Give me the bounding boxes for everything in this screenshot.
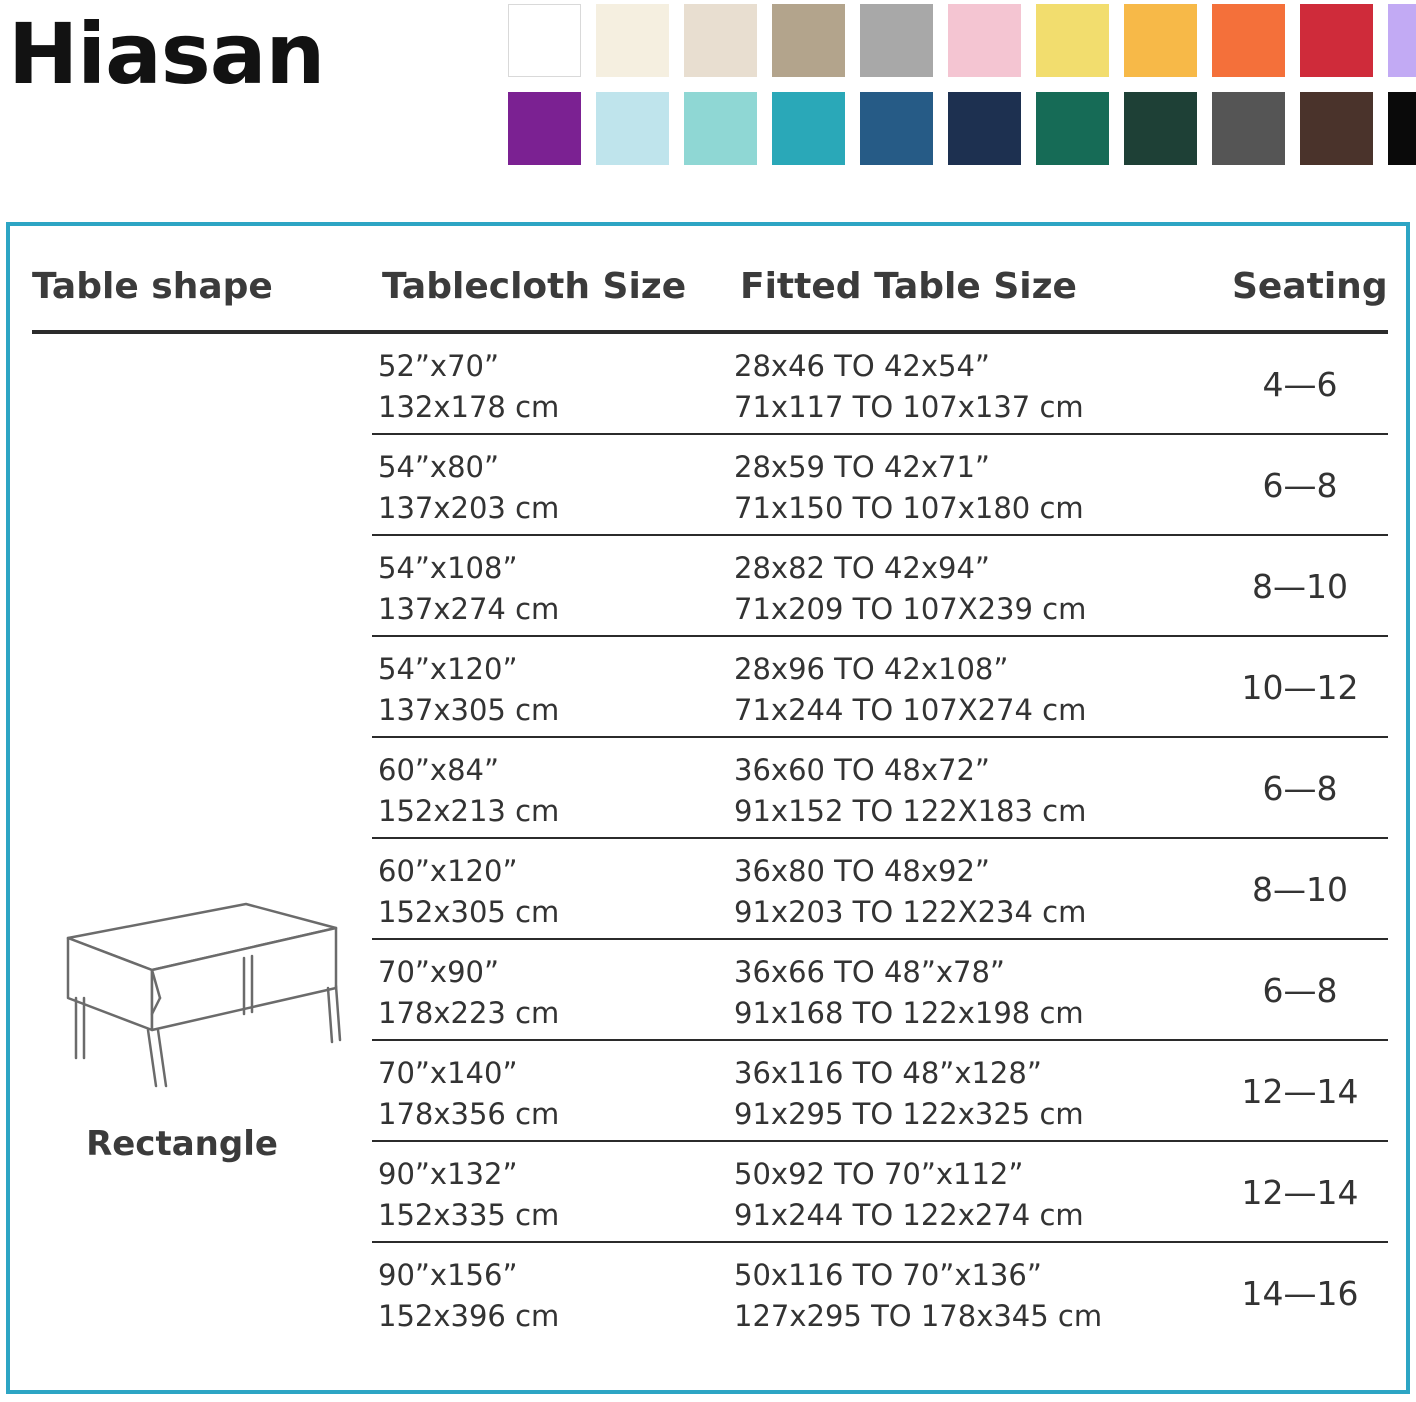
column-header-fitted-table-size: Fitted Table Size [740,266,1077,307]
fitted-size-cm: 91x168 TO 122x198 cm [734,996,1084,1031]
cell-tablecloth-size [378,1053,559,1135]
fitted-size-inches: 36x60 TO 48x72” [734,753,990,787]
tablecloth-size-cm: 178x356 cm [378,1097,560,1132]
color-swatch-aqua[interactable] [684,92,757,165]
fitted-size-cm: 71x150 TO 107x180 cm [734,491,1084,526]
color-swatch-gold[interactable] [1124,4,1197,77]
table-rows [372,334,1388,1344]
fitted-size-inches: 50x92 TO 70”x112” [734,1157,1024,1191]
header [0,0,1416,190]
color-swatch-ivory[interactable] [596,4,669,77]
cell-fitted-table-size [734,447,1084,529]
color-swatch-red[interactable] [1300,4,1373,77]
cell-tablecloth-size [378,548,559,630]
color-swatch-emerald[interactable] [1036,92,1109,165]
cell-fitted-table-size [734,750,1086,832]
cell-seating: 12—14 [1241,1072,1359,1111]
tablecloth-size-inches: 70”x140” [378,1056,518,1090]
column-header-seating: Seating [1232,266,1388,307]
fitted-size-inches: 28x96 TO 42x108” [734,652,1009,686]
color-swatch-row-2 [508,92,1416,165]
size-chart-table [10,226,1406,1390]
tablecloth-size-inches: 54”x120” [378,652,518,686]
tablecloth-size-cm: 152x213 cm [378,794,560,829]
color-swatch-teal[interactable] [772,92,845,165]
tablecloth-size-inches: 54”x108” [378,551,518,585]
table-shape-label: Rectangle [86,1124,278,1164]
color-swatch-purple[interactable] [508,92,581,165]
fitted-size-inches: 28x82 TO 42x94” [734,551,990,585]
column-header-table-shape: Table shape [32,266,273,307]
fitted-size-cm: 91x152 TO 122X183 cm [734,794,1087,829]
color-swatch-light-blue[interactable] [596,92,669,165]
tablecloth-size-inches: 90”x156” [378,1258,518,1292]
table-row [372,1243,1388,1344]
color-swatch-yellow[interactable] [1036,4,1109,77]
fitted-size-cm: 71x244 TO 107X274 cm [734,693,1087,728]
color-swatch-white[interactable] [508,4,581,77]
fitted-size-inches: 28x46 TO 42x54” [734,349,990,383]
tablecloth-size-cm: 137x305 cm [378,693,560,728]
fitted-size-cm: 91x295 TO 122x325 cm [734,1097,1084,1132]
color-swatch-navy[interactable] [948,92,1021,165]
tablecloth-size-inches: 70”x90” [378,955,500,989]
size-chart-panel [6,222,1410,1394]
cell-seating: 8—10 [1252,870,1348,909]
cell-tablecloth-size [378,649,559,731]
color-swatch-pink[interactable] [948,4,1021,77]
tablecloth-size-cm: 137x203 cm [378,491,560,526]
cell-tablecloth-size [378,346,559,428]
tablecloth-size-cm: 152x335 cm [378,1198,560,1233]
cell-seating: 4—6 [1262,365,1338,404]
cell-tablecloth-size [378,1255,559,1337]
cell-tablecloth-size [378,851,559,933]
column-header-tablecloth-size: Tablecloth Size [382,266,687,307]
fitted-size-cm: 91x244 TO 122x274 cm [734,1198,1084,1233]
color-swatch-row-1 [508,4,1416,77]
tablecloth-size-cm: 178x223 cm [378,996,560,1031]
color-swatch-grid [508,4,1416,165]
cell-seating: 6—8 [1262,466,1338,505]
color-swatch-black[interactable] [1388,92,1416,165]
table-column-headers [32,266,1388,328]
table-row [372,738,1388,839]
cell-fitted-table-size [734,649,1086,731]
fitted-size-inches: 36x116 TO 48”x128” [734,1056,1042,1090]
table-row [372,1142,1388,1243]
cell-fitted-table-size [734,1154,1084,1236]
cell-tablecloth-size [378,1154,559,1236]
table-row [372,637,1388,738]
cell-fitted-table-size [734,1255,1102,1337]
cell-tablecloth-size [378,750,559,832]
color-swatch-brown[interactable] [1300,92,1373,165]
table-row [372,334,1388,435]
color-swatch-orange[interactable] [1212,4,1285,77]
tablecloth-size-inches: 60”x120” [378,854,518,888]
color-swatch-denim-blue[interactable] [860,92,933,165]
fitted-size-inches: 50x116 TO 70”x136” [734,1258,1042,1292]
rectangle-table-icon [32,894,352,1094]
table-shape-cell [32,334,362,1384]
tablecloth-size-inches: 54”x80” [378,450,500,484]
table-row [372,839,1388,940]
cell-tablecloth-size [378,952,559,1034]
tablecloth-size-inches: 90”x132” [378,1157,518,1191]
tablecloth-size-inches: 60”x84” [378,753,500,787]
tablecloth-size-cm: 152x396 cm [378,1299,560,1334]
color-swatch-gray[interactable] [860,4,933,77]
table-row [372,536,1388,637]
tablecloth-size-cm: 152x305 cm [378,895,560,930]
cell-seating: 6—8 [1262,769,1338,808]
cell-seating: 14—16 [1241,1274,1359,1313]
color-swatch-lavender[interactable] [1388,4,1416,77]
color-swatch-charcoal[interactable] [1212,92,1285,165]
fitted-size-cm: 71x209 TO 107X239 cm [734,592,1087,627]
table-row [372,435,1388,536]
color-swatch-taupe[interactable] [772,4,845,77]
color-swatch-beige[interactable] [684,4,757,77]
cell-seating: 6—8 [1262,971,1338,1010]
fitted-size-cm: 71x117 TO 107x137 cm [734,390,1084,425]
cell-tablecloth-size [378,447,559,529]
cell-fitted-table-size [734,346,1084,428]
color-swatch-hunter-green[interactable] [1124,92,1197,165]
cell-seating: 8—10 [1252,567,1348,606]
fitted-size-inches: 36x66 TO 48”x78” [734,955,1005,989]
cell-seating: 12—14 [1241,1173,1359,1212]
brand-logo: Hiasan [8,5,325,103]
fitted-size-cm: 127x295 TO 178x345 cm [734,1299,1103,1334]
fitted-size-cm: 91x203 TO 122X234 cm [734,895,1087,930]
tablecloth-size-cm: 137x274 cm [378,592,560,627]
cell-seating: 10—12 [1241,668,1359,707]
cell-fitted-table-size [734,548,1086,630]
tablecloth-size-inches: 52”x70” [378,349,500,383]
table-row [372,1041,1388,1142]
cell-fitted-table-size [734,851,1086,933]
tablecloth-size-cm: 132x178 cm [378,390,560,425]
fitted-size-inches: 36x80 TO 48x92” [734,854,990,888]
cell-fitted-table-size [734,1053,1084,1135]
cell-fitted-table-size [734,952,1084,1034]
fitted-size-inches: 28x59 TO 42x71” [734,450,990,484]
table-row [372,940,1388,1041]
